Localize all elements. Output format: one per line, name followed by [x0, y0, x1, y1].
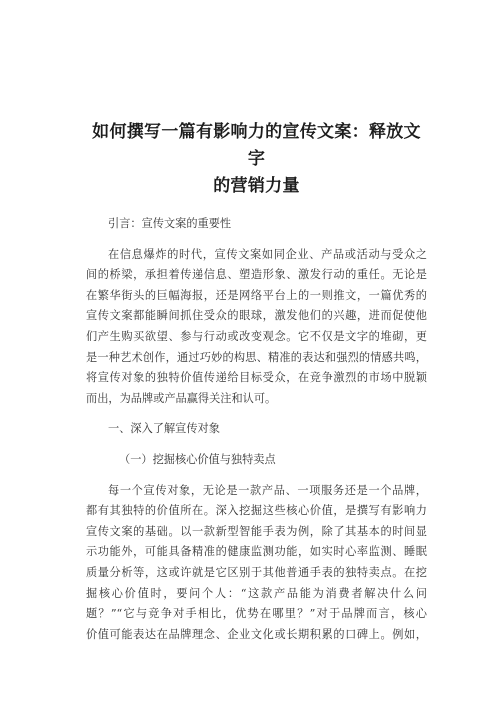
section-heading: 一、深入了解宣传对象: [108, 422, 220, 436]
title-line-1: 如何撰写一篇有影响力的宣传文案：释放文字: [92, 122, 421, 169]
intro-line: 而出，为品牌或产品赢得关注和认可。: [86, 391, 277, 405]
intro-line: 将宣传对象的独特价值传递给目标受众，在竞争激烈的市场中脱颖: [86, 371, 427, 385]
section-line: 都有其独特的价值所在。深入挖掘这些核心价值，是撰写有影响力: [86, 504, 427, 518]
intro-heading: 引言：宣传文案的重要性: [108, 217, 232, 230]
intro-line: 宣传文案都能瞬间抓住受众的眼球，激发他们的兴趣，进而促使他: [86, 309, 427, 323]
section-line: 宣传文案的基础。以一款新型智能手表为例，除了其基本的时间显: [86, 524, 427, 538]
section-line: 质量分析等，这或许就是它区别于其他普通手表的独特卖点。在挖: [86, 565, 427, 579]
section-line: 每一个宣传对象，无论是一款产品、一项服务还是一个品牌，: [108, 483, 427, 497]
intro-line: 们产生购买欲望、参与行动或改变观念。它不仅是文字的堆砌，更: [86, 329, 427, 343]
title-line-2: 的营销力量: [213, 176, 300, 196]
intro-paragraph: [86, 245, 427, 410]
intro-line: 间的桥梁，承担着传递信息、塑造形象、激发行动的重任。无论是: [86, 268, 427, 282]
intro-line: 在繁华街头的巨幅海报，还是网络平台上的一则推文，一篇优秀的: [86, 288, 427, 302]
section-line: 价值可能表达在品牌理念、企业文化或长期积累的口碑上。例如，: [86, 627, 427, 641]
section-paragraph: [86, 481, 427, 646]
intro-line: 是一种艺术创作，通过巧妙的构思、精准的表达和强烈的情感共鸣，: [86, 350, 427, 364]
section-line: 题？”“它与竞争对手相比，优势在哪里？”对于品牌而言，核心: [86, 607, 427, 621]
section-line: 示功能外，可能具备精准的健康监测功能，如实时心率监测、睡眠: [86, 545, 427, 559]
document-title: [86, 119, 427, 200]
document-body: [86, 214, 427, 645]
intro-line: 在信息爆炸的时代，宣传文案如同企业、产品或活动与受众之: [108, 247, 427, 261]
section-line: 掘核心价值时，要问个人：“这款产品能为消费者解决什么问: [86, 586, 427, 600]
subsection-heading: （一）挖掘核心价值与独特卖点: [119, 452, 276, 466]
